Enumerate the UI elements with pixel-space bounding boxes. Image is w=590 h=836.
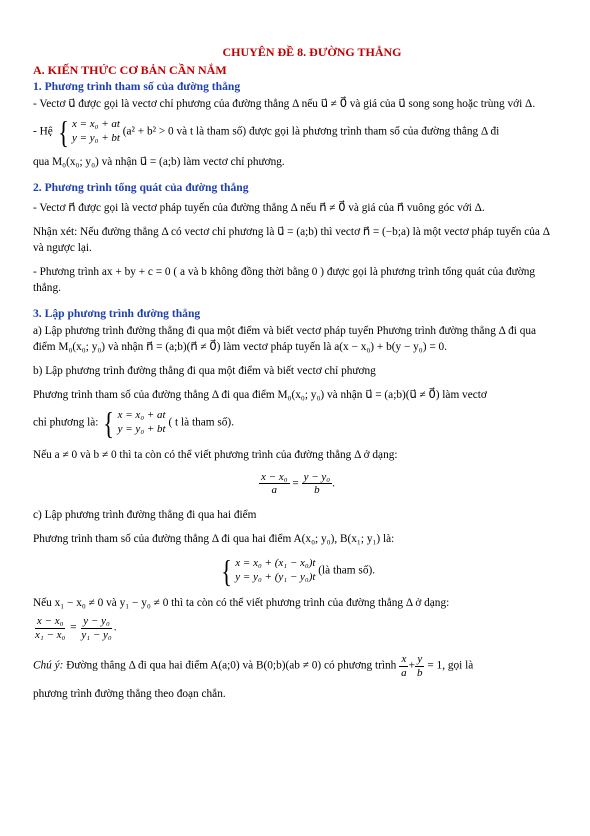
note-paragraph: [33, 653, 561, 679]
denominator: b: [314, 484, 320, 497]
note-last-line: phương trình đường thẳng theo đoạn chắn.: [33, 687, 226, 700]
note-text: Đường thẳng Δ đi qua hai điểm A(a;0) và B(0;b)(ab ≠ 0) có phương trình: [66, 660, 397, 673]
numerator: y: [417, 653, 423, 666]
parametric-system: [56, 113, 120, 150]
section-3c-title: c) Lập phương trình đường thẳng đi qua hai điểm: [33, 509, 257, 522]
system-line-1: x = x₀ + at: [117, 409, 166, 422]
numerator: x: [401, 653, 407, 666]
brace-symbol: {: [57, 113, 69, 150]
parametric-system-c: [219, 553, 316, 590]
plus-sign: +: [408, 660, 416, 673]
period: .: [113, 621, 117, 634]
section-3b-note: ( t là tham số).: [168, 416, 235, 429]
equals-sign: =: [70, 621, 77, 634]
denominator: a: [401, 667, 407, 680]
section-3b-paragraph-2: [33, 404, 561, 441]
system-line-2: y = y₀ + (y₁ − y₀)t: [235, 571, 316, 584]
brace-symbol: {: [221, 553, 232, 590]
section-1-paragraph-1: - Vectơ u⃗ được gọi là vectơ chỉ phương của đường thẳng Δ nếu u⃗ ≠ 0⃗ và giá của u⃗ song song hoặc trùng với Δ.: [33, 97, 536, 110]
section-3c-paragraph-2: Nếu x₁ − x₀ ≠ 0 và y₁ − y₀ ≠ 0 thì ta còn có thể viết phương trình của đường thẳng Δ ở dạng:: [33, 597, 450, 610]
note-text-end: = 1, gọi là: [427, 660, 474, 673]
canonical-equation-c: [33, 615, 561, 641]
denominator: x₁ − x₀: [35, 628, 66, 641]
section-2-paragraph-3: - Phương trình ax + by + c = 0 ( a và b không đồng thời bằng 0 ) được gọi là phương trình tổng quát của đường thẳng.: [33, 266, 536, 295]
canonical-equation-b: [33, 471, 561, 497]
period: .: [332, 477, 335, 490]
denominator: y₁ − y₀: [81, 628, 112, 641]
fraction-2: [302, 471, 333, 497]
parametric-system-b: [101, 404, 166, 441]
parametric-system-c-row: [33, 553, 561, 590]
equals-sign: =: [292, 477, 299, 490]
numerator: x − x₀: [36, 615, 64, 628]
numerator: y − y₀: [83, 615, 110, 628]
note-fraction-y: [415, 653, 425, 679]
section-1-paragraph-3: qua M₀(x₀; y₀) và nhận u⃗ = (a;b) làm vectơ chỉ phương.: [33, 155, 285, 168]
system-line-2: y = y₀ + bt: [71, 131, 120, 144]
section-3b-paragraph-1: Phương trình tham số của đường thẳng Δ đi qua điểm M₀(x₀; y₀) và nhận u⃗ = (a;b)(u⃗ ≠ 0⃗) làm vectơ: [33, 388, 487, 401]
section-3b-label: chỉ phương là:: [33, 416, 99, 429]
section-3a: a) Lập phương trình đường thẳng đi qua một điểm và biết vectơ pháp tuyến Phương trình đường thẳng Δ đi qua điểm M₀(x₀; y₀) và nhận n⃗ = (a;b)(n⃗ ≠ 0⃗) làm vectơ pháp tuyến là a(x − x₀) + b(y − y₀) = 0.: [33, 324, 537, 353]
section-a-heading: A. KIẾN THỨC CƠ BẢN CẦN NẮM: [33, 63, 227, 78]
denominator: a: [271, 484, 278, 497]
note-label: Chú ý:: [33, 660, 64, 673]
section-1-he-label: - Hệ: [33, 125, 53, 138]
section-2-heading: 2. Phương trình tổng quát của đường thẳng: [33, 180, 249, 194]
section-1-heading: 1. Phương trình tham số của đường thẳng: [33, 80, 241, 94]
section-3b-title: b) Lập phương trình đường thẳng đi qua một điểm và biết vectơ chỉ phương: [33, 364, 376, 377]
note-fraction-x: [399, 653, 409, 679]
denominator: b: [417, 667, 423, 680]
brace-symbol: {: [103, 404, 115, 441]
section-1-paragraph-2-text: (a² + b² > 0 và t là tham số) được gọi là phương trình tham số của đường thẳng Δ đi: [122, 125, 500, 138]
fraction-2: [79, 615, 113, 641]
system-line-1: x = x₀ + at: [71, 117, 120, 130]
document-page: [33, 44, 561, 702]
system-line-2: y = y₀ + bt: [117, 422, 166, 435]
section-2-remark: Nhận xét: Nếu đường thẳng Δ có vectơ chỉ phương là u⃗ = (a;b) thì vectơ n⃗ = (−b;a) là một vectơ pháp tuyến của Δ và ngược lại.: [33, 226, 550, 255]
section-2-paragraph-1: - Vectơ n⃗ được gọi là vectơ pháp tuyến của đường thẳng Δ nếu n⃗ ≠ 0⃗ và giá của n⃗ vuông góc với Δ.: [33, 202, 485, 215]
fraction-1: [259, 471, 290, 497]
page-title: CHUYÊN ĐỀ 8. ĐƯỜNG THẲNG: [222, 45, 402, 59]
numerator: x − x₀: [261, 470, 288, 483]
fraction-1: [33, 615, 67, 641]
section-3c-paragraph-1: Phương trình tham số của đường thẳng Δ đi qua hai điểm A(x₀; y₀), B(x₁; y₁) là:: [33, 533, 395, 546]
section-3-heading: 3. Lập phương trình đường thẳng: [33, 307, 201, 321]
section-3b-paragraph-3: Nếu a ≠ 0 và b ≠ 0 thì ta còn có thể viết phương trình của đường thẳng Δ ở dạng:: [33, 448, 398, 461]
system-line-1: x = x₀ + (x₁ − x₀)t: [235, 557, 316, 570]
section-3c-system-note: (là tham số).: [318, 564, 376, 577]
section-1-paragraph-2: [33, 113, 561, 150]
numerator: y − y₀: [303, 470, 331, 483]
